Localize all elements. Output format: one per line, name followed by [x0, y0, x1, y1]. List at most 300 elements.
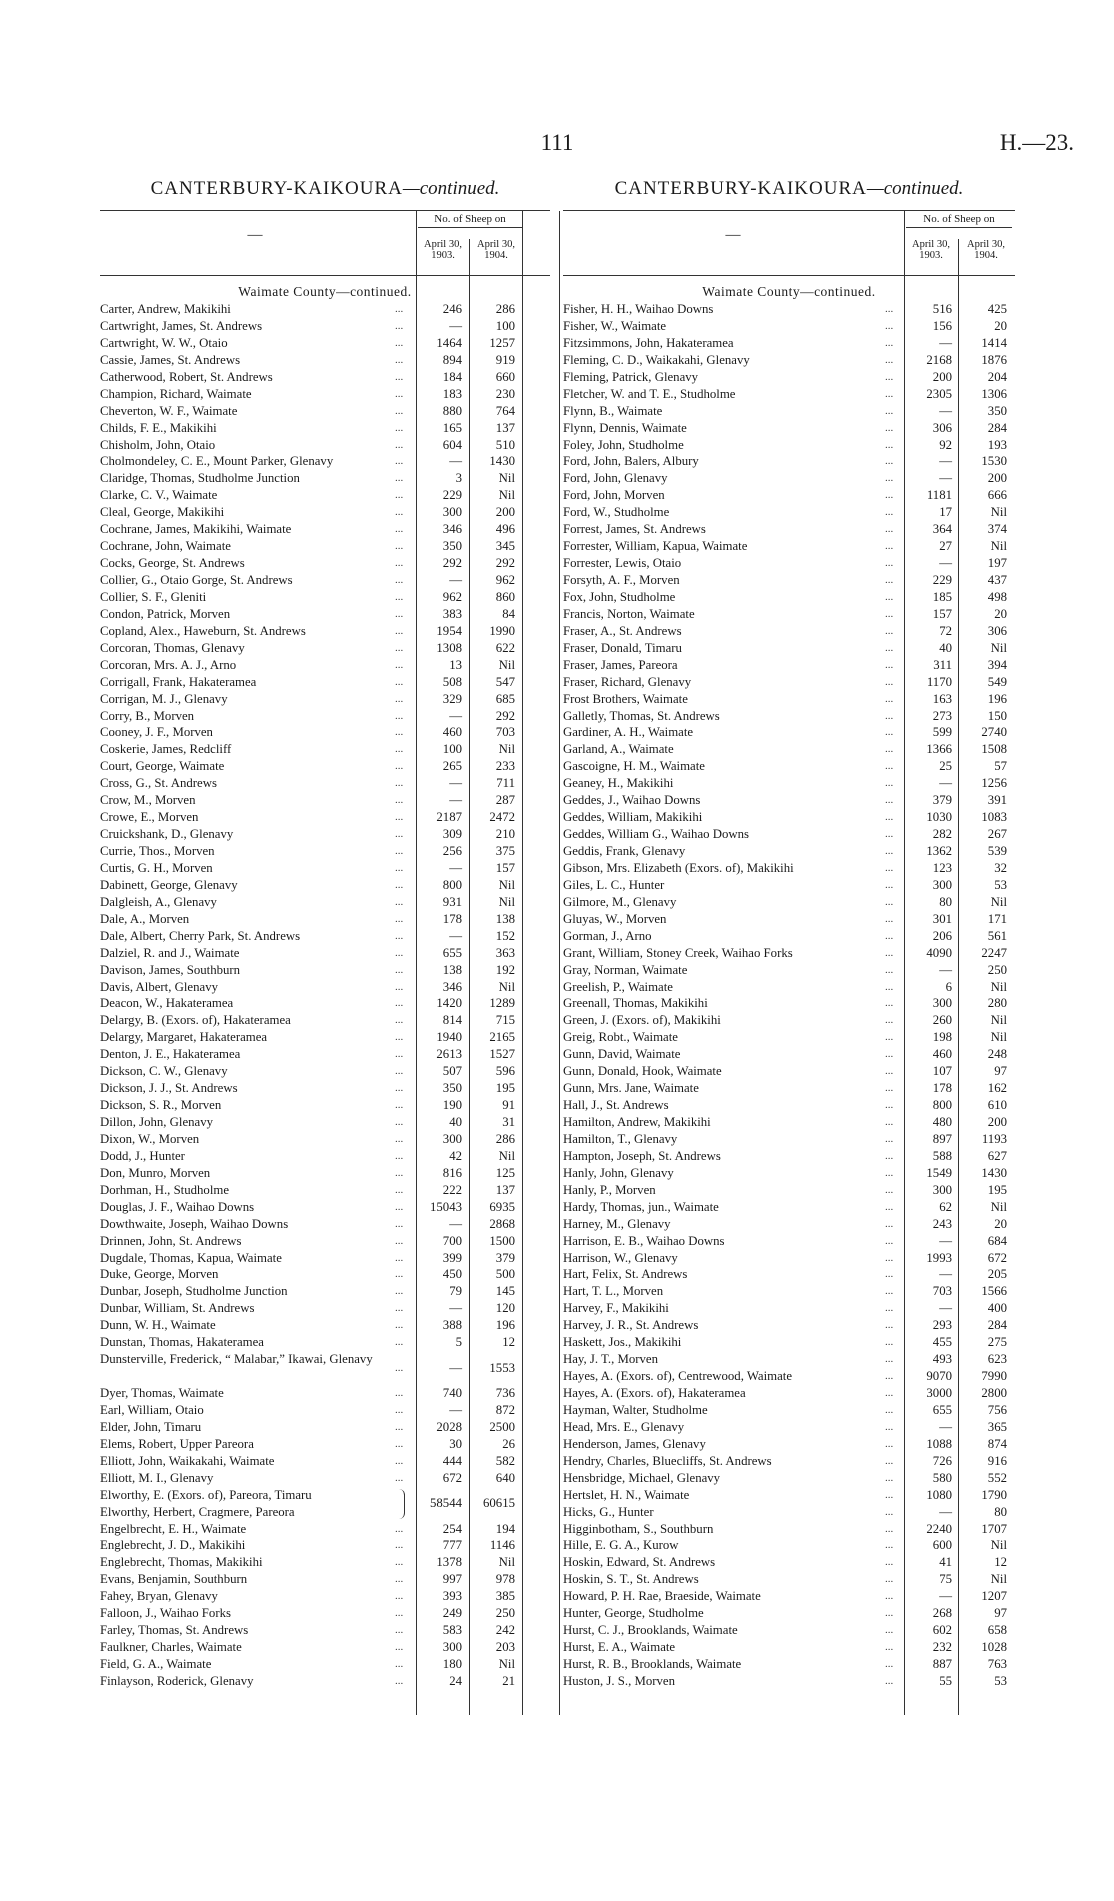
value-1903: 599 [932, 725, 952, 740]
table-row [563, 843, 1015, 860]
value-1904: 500 [495, 1267, 515, 1282]
leader-dots: ... [885, 709, 894, 722]
row-name: Dabinett, George, Glenavy [100, 877, 238, 892]
value-1903: 229 [442, 488, 462, 503]
leader-dots: ... [395, 1217, 404, 1230]
table-row [563, 318, 1015, 335]
value-1903: — [939, 1419, 952, 1434]
leader-dots: ... [395, 1099, 404, 1112]
table-row [100, 623, 550, 640]
table-row [563, 1470, 1015, 1487]
value-1904: 210 [495, 827, 515, 842]
value-1903: 1308 [436, 640, 462, 655]
table-row [563, 962, 1015, 979]
leader-dots: ... [885, 641, 894, 654]
value-1903: 256 [442, 844, 462, 858]
value-1904: 622 [495, 640, 515, 655]
table-row [100, 1419, 550, 1436]
table-row [563, 894, 1015, 911]
value-1904: 1530 [981, 454, 1007, 469]
value-1904: 162 [987, 1081, 1007, 1096]
row-name: Drinnen, John, St. Andrews [100, 1233, 242, 1248]
row-name: Clarke, C. V., Waimate [100, 488, 218, 503]
row-name: Childs, F. E., Makikihi [100, 420, 217, 435]
value-1904: 84 [502, 606, 515, 621]
value-1903: — [939, 1301, 952, 1316]
value-1903: — [449, 573, 462, 587]
row-name: Gascoigne, H. M., Waimate [563, 759, 705, 774]
leader-dots: ... [395, 1387, 404, 1400]
row-name: Gardiner, A. H., Waimate [563, 725, 694, 740]
row-name: Harrison, E. B., Waihao Downs [563, 1233, 725, 1248]
leader-dots: ... [885, 421, 894, 434]
table-row [100, 1165, 550, 1182]
leader-dots: ... [395, 828, 404, 841]
row-name: Dale, A., Morven [100, 911, 190, 926]
value-1904: 120 [495, 1301, 515, 1316]
row-name: Court, George, Waimate [100, 759, 225, 774]
value-1903: 260 [932, 1013, 952, 1028]
leader-dots: ... [395, 540, 404, 553]
table-row [563, 995, 1015, 1012]
value-1903: — [449, 454, 462, 469]
value-1903: 157 [932, 606, 952, 621]
value-1904: 2740 [981, 725, 1007, 740]
table-row [563, 1216, 1015, 1233]
value-1904: 267 [987, 827, 1007, 842]
leader-dots: ... [395, 1522, 404, 1535]
leader-dots: ... [395, 438, 404, 451]
leader-dots: ... [395, 1539, 404, 1552]
row-name: Garland, A., Waimate [563, 742, 674, 757]
leader-dots: ... [885, 1116, 894, 1128]
row-name: Dickson, C. W., Glenavy [100, 1064, 228, 1079]
leader-dots: ... [395, 1302, 404, 1315]
value-1903: 4090 [926, 945, 952, 960]
value-1904: 1790 [981, 1487, 1007, 1502]
value-1903: 40 [939, 640, 952, 655]
table-row [100, 1639, 550, 1656]
table-row [563, 1131, 1015, 1148]
row-name: Cartwright, W. W., Otaio [100, 335, 228, 350]
value-1903: — [939, 1267, 952, 1282]
row-name: Fisher, W., Waimate [563, 318, 667, 333]
value-1903: 1366 [926, 742, 952, 757]
leader-dots: ... [885, 1573, 894, 1586]
value-1903: 107 [932, 1064, 952, 1079]
value-1903: 897 [932, 1131, 952, 1146]
value-1903: 800 [442, 877, 462, 892]
table-row [563, 1046, 1015, 1063]
row-name: Head, Mrs. E., Glenavy [563, 1419, 685, 1434]
value-1904: 292 [495, 708, 515, 723]
value-1903: 5 [455, 1335, 462, 1350]
row-name: Copland, Alex., Haweburn, St. Andrews [100, 623, 306, 638]
value-1904: 284 [987, 1318, 1007, 1333]
row-name: Dodd, J., Hunter [100, 1148, 185, 1163]
value-1904: 685 [495, 691, 515, 706]
row-name: Elliott, John, Waikakahi, Waimate [100, 1453, 275, 1468]
row-name: Don, Munro, Morven [100, 1165, 211, 1180]
value-1903: — [939, 1504, 952, 1519]
value-1904: 193 [987, 437, 1007, 452]
table-row [563, 352, 1015, 369]
value-1904: Nil [990, 539, 1007, 554]
value-1903: — [449, 1360, 462, 1375]
table-row [563, 1436, 1015, 1453]
value-1903: 2240 [926, 1521, 952, 1536]
value-1904: 137 [495, 1182, 515, 1197]
leader-dots: ... [885, 946, 894, 959]
table-row [100, 1470, 550, 1487]
row-name: Fraser, Donald, Timaru [563, 640, 682, 655]
value-1903: 700 [442, 1233, 462, 1248]
value-1903: — [939, 471, 952, 486]
value-1904: 2165 [489, 1030, 515, 1045]
leader-dots: ... [885, 1099, 894, 1112]
value-1903: 493 [932, 1352, 952, 1367]
value-1904: 195 [495, 1081, 515, 1096]
leader-dots: ... [395, 1234, 404, 1247]
row-name: Hayes, A. (Exors. of), Hakateramea [563, 1386, 746, 1400]
table-row [563, 657, 1015, 674]
table-row [100, 1656, 550, 1673]
value-1903: 163 [932, 691, 952, 706]
table-row [563, 826, 1015, 843]
table-row [100, 589, 550, 606]
table-row [563, 691, 1015, 708]
value-1903: 655 [932, 1402, 952, 1417]
row-name: Giles, L. C., Hunter [563, 877, 665, 892]
leader-dots: ... [885, 1268, 894, 1281]
value-1904: 287 [495, 793, 515, 808]
table-row [100, 1046, 550, 1063]
leader-dots: ... [885, 1488, 894, 1501]
value-1903: 15043 [430, 1199, 462, 1214]
row-name: Cheverton, W. F., Waimate [100, 403, 238, 418]
leader-dots: ... [885, 1522, 894, 1535]
value-1904: 385 [495, 1589, 515, 1604]
value-1904: 6935 [489, 1199, 515, 1214]
value-1904: 549 [987, 674, 1007, 689]
leader-dots: ... [885, 1065, 894, 1078]
value-1904: 874 [987, 1436, 1007, 1451]
value-1904: 205 [987, 1267, 1007, 1282]
value-1903: 894 [442, 352, 462, 367]
value-1903: — [939, 403, 952, 418]
value-1903: 178 [442, 911, 462, 926]
row-name: Corry, B., Morven [100, 708, 195, 723]
value-1904: 20 [994, 318, 1007, 333]
table-row [100, 1537, 550, 1554]
leader-dots: ... [885, 1302, 894, 1315]
leader-dots: ... [395, 1065, 404, 1078]
value-1904: 425 [987, 302, 1007, 316]
table-row [563, 1368, 1015, 1385]
value-1903: 1993 [926, 1250, 952, 1265]
leader-dots: ... [885, 895, 894, 908]
row-name: Fitzsimmons, John, Hakateramea [563, 335, 734, 350]
value-1903: 178 [932, 1081, 952, 1096]
value-1903: 100 [442, 742, 462, 757]
value-1903: 3 [455, 471, 462, 486]
row-name: Engelbrecht, E. H., Waimate [100, 1521, 247, 1536]
table-row [100, 995, 550, 1012]
value-1904: 394 [987, 657, 1007, 672]
leader-dots: ... [885, 1048, 894, 1061]
value-1903: 206 [932, 928, 952, 943]
table-row [563, 1622, 1015, 1639]
row-name: Ford, W., Studholme [563, 505, 670, 520]
column-rule [469, 275, 470, 1715]
leader-dots: ... [885, 1336, 894, 1349]
leader-dots: ... [885, 472, 894, 485]
value-1904: Nil [990, 1013, 1007, 1028]
leader-dots: ... [395, 726, 404, 739]
table-row [563, 792, 1015, 809]
row-name: Geddes, J., Waihao Downs [563, 793, 701, 808]
leader-dots: ... [395, 557, 404, 570]
value-1903: 246 [442, 302, 462, 316]
row-name: Hamilton, T., Glenavy [563, 1131, 678, 1146]
table-row [100, 1402, 550, 1419]
value-1904: 2868 [489, 1216, 515, 1231]
table-row [100, 301, 550, 318]
value-1903: 80 [939, 894, 952, 909]
value-1903: 588 [932, 1148, 952, 1163]
value-1903: 232 [932, 1640, 952, 1655]
row-name: Finlayson, Roderick, Glenavy [100, 1673, 254, 1688]
value-1903: 480 [932, 1115, 952, 1129]
leader-dots: ... [885, 726, 894, 739]
right-title: CANTERBURY-KAIKOURA—continued. [614, 178, 964, 199]
leader-dots: ... [885, 1031, 894, 1044]
value-1903: 604 [442, 437, 462, 452]
row-name: Dugdale, Thomas, Kapua, Waimate [100, 1250, 282, 1265]
table-row [100, 1182, 550, 1199]
leader-dots: ... [395, 980, 404, 993]
leader-dots: ... [885, 1624, 894, 1637]
leader-dots: ... [885, 1420, 894, 1433]
value-1903: 13 [449, 657, 462, 672]
leader-dots: ... [395, 1132, 404, 1145]
row-name: Catherwood, Robert, St. Andrews [100, 369, 273, 384]
value-1903: 198 [932, 1030, 952, 1045]
value-1904: 763 [987, 1657, 1007, 1671]
row-name: Denton, J. E., Hakateramea [100, 1047, 241, 1062]
leader-dots: ... [885, 506, 894, 519]
table-row [100, 1250, 550, 1267]
leader-dots: ... [395, 421, 404, 434]
leader-dots: ... [395, 1183, 404, 1196]
value-1903: 1362 [926, 844, 952, 858]
value-1903: 379 [932, 793, 952, 808]
value-1903: 3000 [926, 1386, 952, 1400]
value-1904: Nil [990, 1572, 1007, 1587]
value-1903: 444 [442, 1453, 462, 1468]
row-name: Hayman, Walter, Studholme [563, 1402, 708, 1417]
table-row [100, 792, 550, 809]
value-1903: 346 [442, 522, 462, 537]
value-1904: 345 [495, 539, 515, 554]
table-row [563, 860, 1015, 877]
table-row [100, 437, 550, 454]
row-name: Dillon, John, Glenavy [100, 1115, 214, 1129]
leader-dots: ... [885, 438, 894, 451]
value-1903: 580 [932, 1470, 952, 1485]
value-1903: 383 [442, 606, 462, 621]
value-1903: 1420 [436, 996, 462, 1011]
table-row [100, 928, 550, 945]
value-1903: 703 [932, 1284, 952, 1299]
value-1903: 655 [442, 945, 462, 960]
row-name: Condon, Patrick, Morven [100, 606, 231, 621]
table-row [100, 1012, 550, 1029]
table-row [100, 1554, 550, 1571]
table-row [100, 1521, 550, 1538]
leader-dots: ... [395, 1471, 404, 1484]
row-name: Hall, J., St. Andrews [563, 1098, 669, 1113]
value-1904: 7990 [981, 1369, 1007, 1384]
row-name: Geddes, William G., Waihao Downs [563, 827, 749, 842]
table-row [563, 470, 1015, 487]
leader-dots: ... [885, 658, 894, 671]
value-1903: 350 [442, 539, 462, 554]
row-name: Fraser, Richard, Glenavy [563, 674, 692, 689]
row-name: Coskerie, James, Redcliff [100, 742, 232, 757]
row-name: Flynn, B., Waimate [563, 403, 663, 418]
table-row [563, 1334, 1015, 1351]
row-name: Hanly, P., Morven [563, 1182, 656, 1197]
value-1904: 194 [495, 1521, 515, 1536]
leader-dots: ... [885, 336, 894, 349]
row-name: Harrison, W., Glenavy [563, 1250, 678, 1265]
leader-dots: ... [395, 574, 404, 586]
value-1904: 498 [987, 589, 1007, 604]
value-1903: 9070 [926, 1369, 952, 1384]
column-rule [416, 275, 417, 1715]
right-table-header [563, 210, 1015, 276]
leader-dots: ... [885, 557, 894, 570]
value-1904: 57 [994, 759, 1007, 774]
value-1903: 293 [932, 1318, 952, 1333]
row-name: Dickson, S. R., Morven [100, 1098, 222, 1113]
leader-dots: ... [395, 743, 404, 756]
leader-dots: ... [395, 387, 404, 400]
leader-dots: ... [885, 574, 894, 586]
value-1904: 610 [987, 1098, 1007, 1113]
row-name: Hamilton, Andrew, Makikihi [563, 1115, 711, 1129]
value-1903: 58544 [430, 1496, 462, 1511]
value-1903: — [939, 1233, 952, 1248]
table-row [100, 1453, 550, 1470]
value-1904: 20 [994, 606, 1007, 621]
leader-dots: ... [885, 1353, 894, 1366]
row-name: Hurst, E. A., Waimate [563, 1640, 676, 1655]
table-row [563, 369, 1015, 386]
table-row [563, 708, 1015, 725]
leader-dots: ... [395, 1573, 404, 1586]
value-1904: 80 [994, 1504, 1007, 1519]
table-row [100, 1029, 550, 1046]
value-1903: 309 [442, 827, 462, 842]
value-1904: 1207 [981, 1589, 1007, 1604]
leader-dots: ... [395, 1658, 404, 1671]
value-1903: 300 [442, 1131, 462, 1146]
leader-dots: ... [395, 404, 404, 417]
value-1903: 184 [442, 369, 462, 384]
table-row [100, 403, 550, 420]
row-name: Hart, Felix, St. Andrews [563, 1267, 688, 1282]
leader-dots: ... [885, 1387, 894, 1399]
value-1904: Nil [990, 505, 1007, 520]
value-1904: Nil [498, 471, 515, 486]
leader-dots: ... [395, 506, 404, 519]
leader-dots: ... [395, 760, 404, 773]
row-name: Collier, G., Otaio Gorge, St. Andrews [100, 573, 293, 587]
value-1904: 196 [987, 691, 1007, 706]
row-name: Frost Brothers, Waimate [563, 691, 688, 706]
value-1904: 596 [495, 1064, 515, 1079]
row-name: Hoskin, S. T., St. Andrews [563, 1572, 699, 1587]
value-1903: — [939, 335, 952, 350]
table-row [100, 1199, 550, 1216]
table-row [563, 1317, 1015, 1334]
table-row [563, 403, 1015, 420]
value-1904: 292 [495, 556, 515, 571]
value-1903: 300 [932, 877, 952, 892]
leader-dots: ... [395, 489, 404, 502]
value-1904: 145 [495, 1284, 515, 1299]
row-name: Claridge, Thomas, Studholme Junction [100, 471, 300, 486]
value-1904: 496 [495, 522, 515, 537]
row-name: Hille, E. G. A., Kurow [563, 1538, 679, 1553]
leader-dots: ... [395, 912, 404, 925]
table-row [563, 724, 1015, 741]
table-row [100, 572, 550, 589]
table-row [100, 1334, 550, 1351]
leader-dots: ... [885, 997, 894, 1010]
leader-dots: ... [395, 895, 404, 908]
value-1903: — [449, 318, 462, 333]
row-name: Gunn, David, Waimate [563, 1047, 681, 1062]
value-1903: 1170 [926, 674, 952, 689]
value-1903: 726 [932, 1453, 952, 1468]
row-name: Fox, John, Studholme [563, 589, 676, 604]
left-col1-header: April 30, 1903. [424, 239, 462, 261]
row-name: Hunter, George, Studholme [563, 1606, 704, 1621]
row-name: Carter, Andrew, Makikihi [100, 302, 231, 316]
value-1904: 242 [495, 1623, 515, 1638]
value-1903: 583 [442, 1623, 462, 1638]
value-1904: 510 [495, 437, 515, 452]
value-1904: 379 [495, 1250, 515, 1265]
table-row [100, 1097, 550, 1114]
value-1904: 286 [495, 302, 515, 316]
value-1903: 1464 [436, 335, 462, 350]
leader-dots: ... [885, 1556, 894, 1569]
leader-dots: ... [395, 675, 404, 688]
column-rule [958, 275, 959, 1715]
row-name: Harvey, J. R., St. Andrews [563, 1318, 699, 1333]
value-1903: 79 [449, 1284, 462, 1299]
row-name: Greelish, P., Waimate [563, 979, 673, 994]
row-name: Fahey, Bryan, Glenavy [100, 1589, 218, 1604]
row-name: Cartwright, James, St. Andrews [100, 318, 263, 333]
table-row [563, 1097, 1015, 1114]
value-1904: 547 [495, 674, 515, 689]
row-name: Dunsterville, Frederick, “ Malabar,” Ikawai, Glenavy [100, 1352, 373, 1367]
